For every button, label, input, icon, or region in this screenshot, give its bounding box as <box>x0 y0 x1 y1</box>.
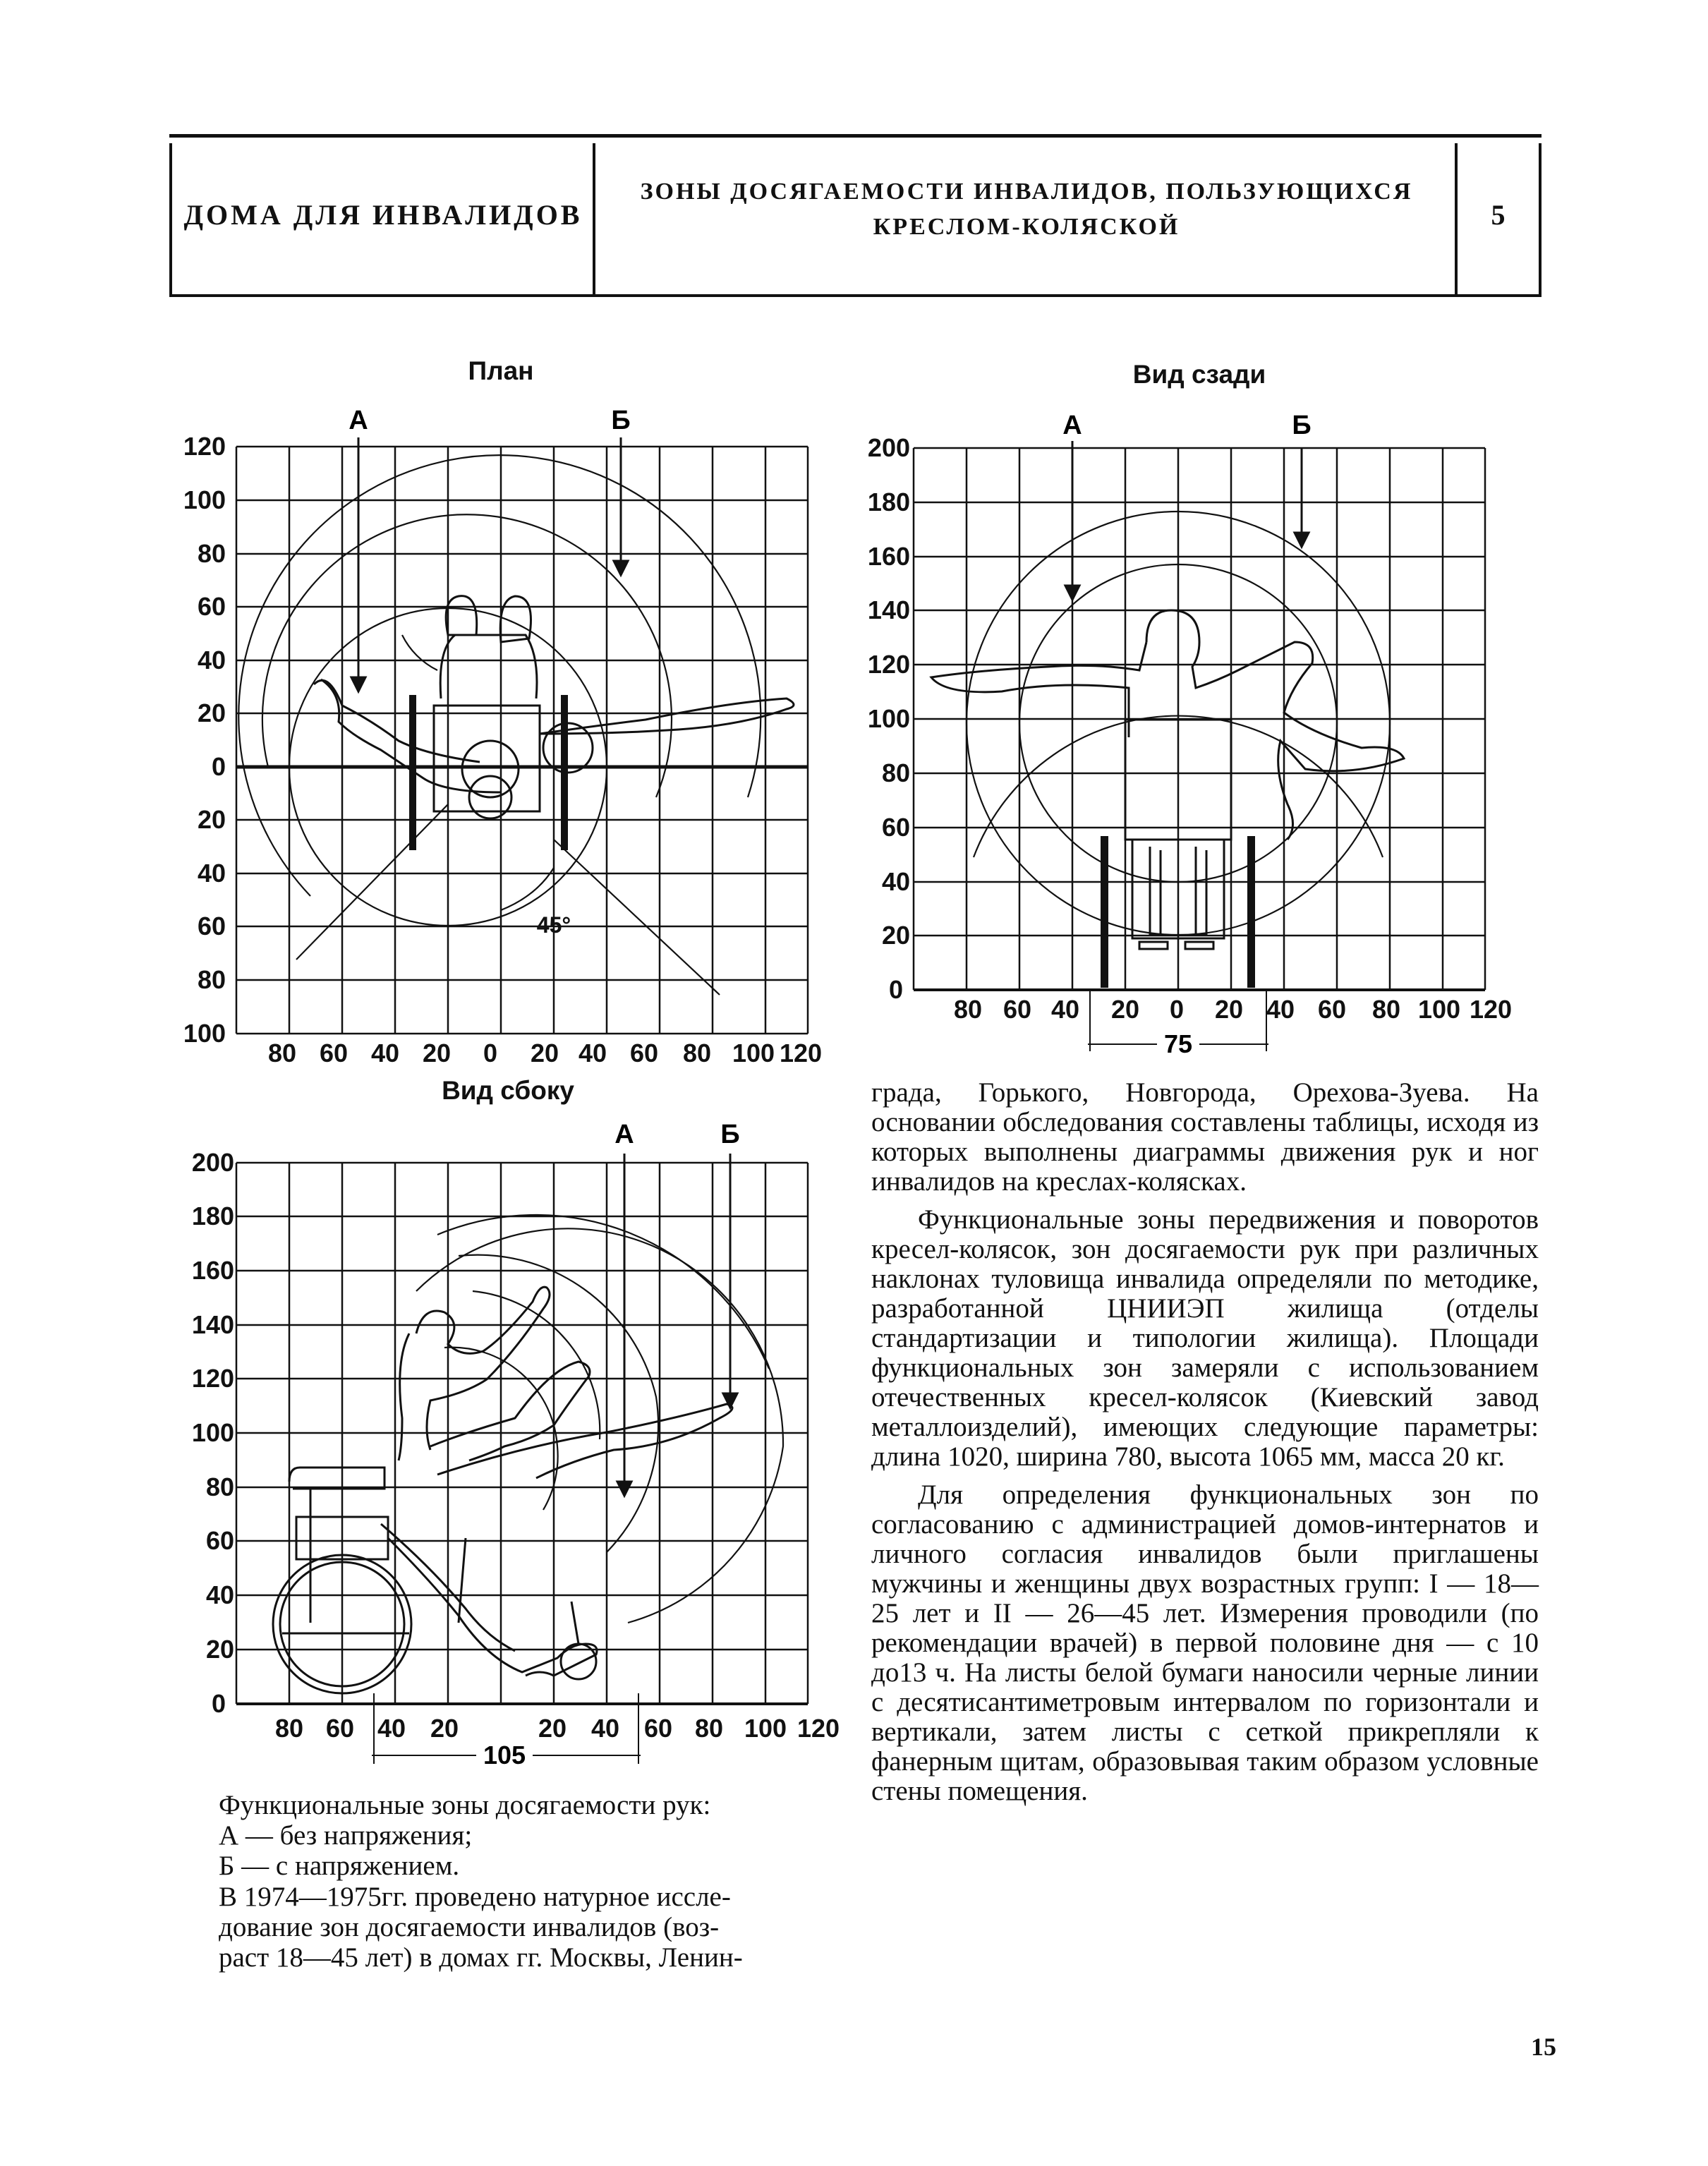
side-y-tick: 40 <box>205 1580 234 1609</box>
side-label-b: Б <box>720 1120 740 1149</box>
side-label-a: А <box>614 1120 634 1149</box>
plan-y-tick: 100 <box>183 1019 226 1048</box>
page-number: 15 <box>1531 2033 1556 2061</box>
caption-line: Б — с напряжением. <box>219 1851 460 1881</box>
side-x-tick: 60 <box>325 1714 355 1743</box>
rear-x-tick: 80 <box>1371 995 1401 1024</box>
side-x-tick: 120 <box>797 1714 840 1743</box>
header-divider <box>169 143 172 294</box>
plan-x-tick: 20 <box>530 1039 559 1067</box>
rear-x-tick: 60 <box>1003 995 1032 1024</box>
plan-x-tick: 0 <box>483 1039 498 1067</box>
side-y-tick: 200 <box>191 1148 234 1177</box>
paragraph: Функциональные зоны передвижения и поворотов кресел-колясок, зон досягаемости рук при различных наклонах туловища инвалида определяли по методике, разработанной ЦНИИЭП жилища (отделы стандартизации и типологии жилища). Площади функциональных зон замеряли с использованием отечественных кресел-колясок (Киевский завод металлоизделий), имеющих следующие параметры: длина 1020, ширина 780, высота 1065 мм, масса 20 кг. <box>871 1204 1539 1472</box>
left-text-line: В 1974—1975гг. проведено натурное иссле- <box>219 1882 731 1912</box>
rear-y-tick: 80 <box>881 758 910 787</box>
side-y-tick: 60 <box>205 1526 234 1555</box>
plan-y-tick: 20 <box>197 698 226 727</box>
rear-y-tick: 20 <box>881 921 910 950</box>
rear-x-tick: 120 <box>1469 995 1513 1024</box>
side-view-title: Вид сбоку <box>442 1076 574 1105</box>
side-y-tick: 0 <box>211 1689 226 1718</box>
sheet-title-line1: ЗОНЫ ДОСЯГАЕМОСТИ ИНВАЛИДОВ, ПОЛЬЗУЮЩИХСЯ <box>640 179 1413 205</box>
right-column-text <box>871 1078 1539 1806</box>
rear-x-tick: 40 <box>1050 995 1080 1024</box>
section-title: ДОМА ДЛЯ ИНВАЛИДОВ <box>183 199 583 231</box>
rear-x-tick: 40 <box>1266 995 1295 1024</box>
side-x-tick: 100 <box>744 1714 787 1743</box>
rear-x-tick: 60 <box>1317 995 1347 1024</box>
rear-y-tick: 60 <box>881 813 910 842</box>
rear-y-tick: 0 <box>888 975 903 1004</box>
side-y-tick: 80 <box>205 1472 234 1501</box>
caption-line: Функциональные зоны досягаемости рук: <box>219 1790 711 1820</box>
rear-x-tick: 20 <box>1110 995 1140 1024</box>
plan-y-tick: 40 <box>197 859 226 888</box>
header-divider <box>593 143 595 294</box>
plan-y-tick: 20 <box>197 805 226 834</box>
plan-y-tick: 120 <box>183 432 226 461</box>
figure-caption <box>219 1790 840 1881</box>
rear-y-tick: 100 <box>867 704 910 733</box>
plan-y-tick: 80 <box>197 965 226 994</box>
plan-y-tick: 40 <box>197 646 226 674</box>
plan-x-tick: 100 <box>732 1039 775 1067</box>
left-text-line: дование зон досягаемости инвалидов (воз- <box>219 1912 720 1942</box>
sheet-title-line2: КРЕСЛОМ-КОЛЯСКОЙ <box>873 214 1180 240</box>
side-y-tick: 100 <box>191 1418 234 1447</box>
left-column-text <box>219 1882 840 1973</box>
sheet-title <box>600 174 1453 245</box>
side-length-dimension: 105 <box>483 1741 526 1769</box>
caption-line: А — без напряжения; <box>219 1820 473 1851</box>
side-y-tick: 140 <box>191 1310 234 1339</box>
rear-x-tick: 80 <box>953 995 983 1024</box>
plan-y-tick: 60 <box>197 912 226 940</box>
rear-view-diagram <box>861 406 1538 1069</box>
plan-x-tick: 80 <box>267 1039 297 1067</box>
rear-y-tick: 200 <box>867 433 910 462</box>
plan-label-b: Б <box>611 406 631 435</box>
side-x-tick: 20 <box>430 1714 459 1743</box>
page-header <box>169 134 1542 297</box>
rear-width-dimension: 75 <box>1163 1029 1193 1058</box>
side-x-tick: 20 <box>538 1714 567 1743</box>
sheet-number: 5 <box>1491 199 1506 231</box>
plan-x-tick: 60 <box>629 1039 659 1067</box>
plan-x-tick: 80 <box>682 1039 712 1067</box>
rear-view-title: Вид сзади <box>1132 360 1266 389</box>
side-view-diagram <box>176 1115 840 1771</box>
rear-y-tick: 120 <box>867 650 910 679</box>
side-y-tick: 20 <box>205 1635 234 1664</box>
plan-y-tick: 80 <box>197 539 226 568</box>
left-text-line: раст 18—45 лет) в домах гг. Москвы, Ленин- <box>219 1942 743 1973</box>
side-x-tick: 40 <box>590 1714 620 1743</box>
rear-y-tick: 180 <box>867 488 910 516</box>
rear-label-a: А <box>1062 411 1082 440</box>
plan-x-tick: 20 <box>422 1039 452 1067</box>
rear-y-tick: 40 <box>881 867 910 896</box>
rear-x-tick: 100 <box>1417 995 1461 1024</box>
paragraph: града, Горького, Новгорода, Орехова-Зуева. На основании обследования составлены таблицы, исходя из которых выполнены диаграммы движения рук и ног инвалидов на креслах-колясках. <box>871 1077 1539 1197</box>
plan-y-tick: 0 <box>211 752 226 781</box>
plan-y-tick: 100 <box>183 485 226 514</box>
paragraph: Для определения функциональных зон по согласованию с администрацией домов-интернатов и личного согласия инвалидов были приглашены мужчины и женщины двух возрастных групп: I — 18—25 лет и II — 26—45 лет. Измерения проводили (по рекомендации врачей) в первой половине дня — с 10 до13 ч. На листы белой бумаги наносили черные линии с десятисантиметровым интервалом по горизонтали и вертикали, затем листы с сеткой прикрепляли к фанерным щитам, образовывая таким образом условные стены помещения. <box>871 1480 1539 1806</box>
plan-x-tick: 120 <box>779 1039 823 1067</box>
plan-x-tick: 40 <box>370 1039 400 1067</box>
side-x-tick: 80 <box>274 1714 304 1743</box>
rear-label-b: Б <box>1292 411 1312 440</box>
plan-x-tick: 60 <box>319 1039 349 1067</box>
rear-y-tick: 140 <box>867 595 910 624</box>
plan-x-tick: 40 <box>578 1039 607 1067</box>
rear-x-tick: 0 <box>1169 995 1185 1024</box>
plan-title: План <box>468 356 534 385</box>
plan-label-a: А <box>349 406 368 435</box>
side-x-tick: 40 <box>377 1714 406 1743</box>
plan-diagram <box>169 402 840 1072</box>
side-y-tick: 160 <box>191 1256 234 1285</box>
plan-angle-label: 45° <box>536 912 571 938</box>
header-divider <box>1539 143 1542 294</box>
side-y-tick: 180 <box>191 1202 234 1230</box>
side-x-tick: 60 <box>643 1714 673 1743</box>
rear-x-tick: 20 <box>1214 995 1244 1024</box>
side-x-tick: 80 <box>694 1714 724 1743</box>
side-y-tick: 120 <box>191 1364 234 1393</box>
plan-y-tick: 60 <box>197 592 226 621</box>
rear-y-tick: 160 <box>867 542 910 571</box>
